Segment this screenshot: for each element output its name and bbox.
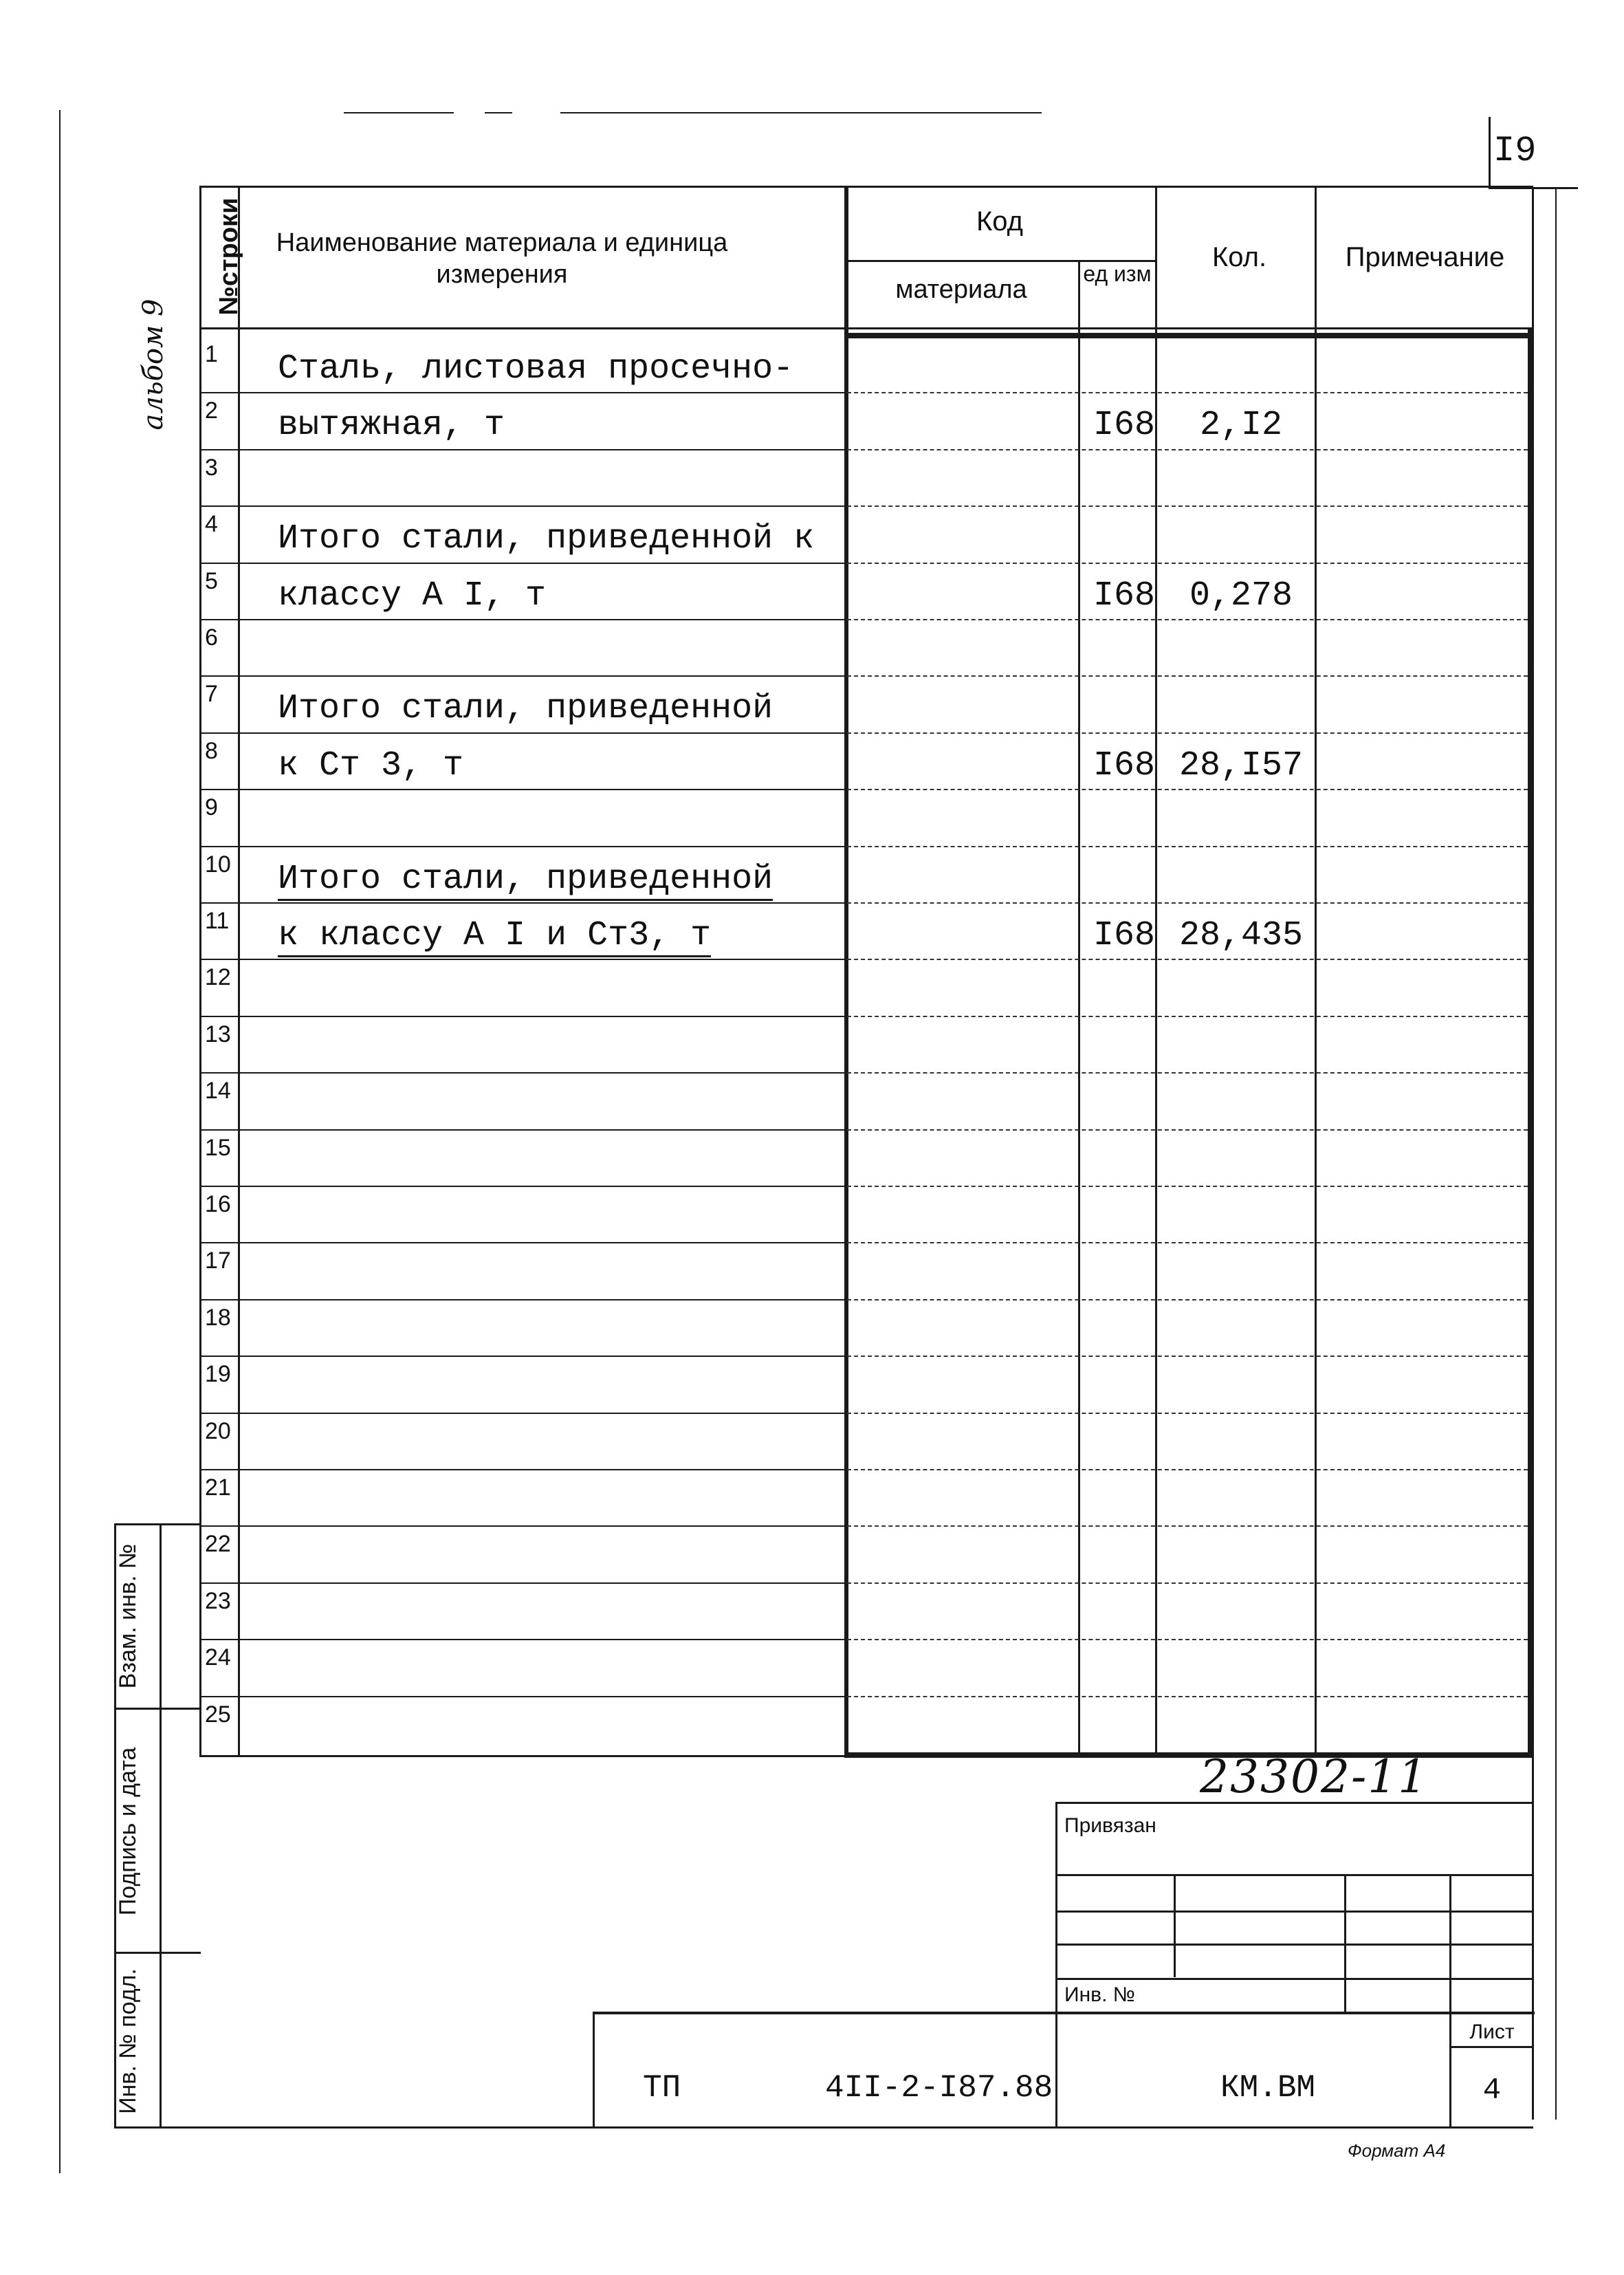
table-row [0,563,1624,619]
header-unit: ед изм [1083,261,1152,286]
title-doc-number: 4II-2-I87.88 [825,2070,1053,2106]
row-number: 17 [205,1248,231,1274]
row-number: 4 [205,511,218,538]
row-material-name: Сталь, листовая просечно- [278,349,794,389]
row-material-name: Итого стали, приведенной [278,860,773,901]
page-number: I9 [1493,131,1537,171]
table-row [0,1016,1624,1072]
table-row [0,392,1624,448]
row-number: 15 [205,1134,231,1161]
row-unit-code: I68 [1093,406,1155,446]
row-number: 11 [205,908,230,934]
table-row [0,1072,1624,1129]
table-row [0,1299,1624,1356]
row-number: 24 [205,1644,231,1671]
table-row [0,1582,1624,1639]
row-number: 19 [205,1361,231,1388]
row-number: 14 [205,1078,231,1104]
table-row [0,1242,1624,1298]
header-qty: Кол. [1211,242,1267,272]
row-material-name: к классу А I и Ст3, т [278,916,711,957]
table-row [0,1356,1624,1412]
row-number: 21 [205,1474,231,1501]
row-number: 2 [205,398,218,424]
header-name: Наименование материала и единица измерения [276,228,728,289]
row-material-name: Итого стали, приведенной [278,689,773,729]
title-series: ТП [643,2070,681,2106]
table-row [0,619,1624,675]
table-row [0,336,1624,392]
table-row [0,505,1624,562]
row-number: 3 [205,454,218,481]
row-number: 12 [205,964,231,991]
title-doc-code: КМ.ВМ [1220,2070,1316,2106]
row-number: 22 [205,1531,231,1558]
row-number: 9 [205,794,218,821]
row-material-name: к Ст 3, т [278,745,464,785]
side-stamp-orig-inv: Инв. № подл. [115,1968,141,2114]
row-number: 25 [205,1701,231,1728]
table-row [0,789,1624,845]
row-number: 6 [205,624,218,651]
row-number: 20 [205,1417,231,1444]
table-row [0,1696,1624,1752]
table-row [0,959,1624,1015]
table-row [0,1639,1624,1695]
table-row [0,732,1624,789]
row-material-name: вытяжная, т [278,406,505,446]
table-row [0,846,1624,902]
row-quantity: 28,I57 [1178,745,1304,785]
handwritten-side-note: альбом 9 [138,298,169,431]
row-unit-code: I68 [1093,916,1155,955]
row-number: 8 [205,737,218,764]
table-row [0,1469,1624,1525]
row-material-name: классу А I, т [278,576,547,616]
bind-inv-label: Инв. № [1064,1983,1135,2006]
table-row [0,1129,1624,1186]
side-stamp-replace-inv: Взам. инв. № [115,1543,141,1689]
handwritten-binding-number: 23302-11 [1200,1750,1429,1803]
table-row [0,675,1624,732]
row-unit-code: I68 [1093,745,1155,785]
row-unit-code: I68 [1093,576,1155,616]
row-number: 18 [205,1304,231,1331]
row-material-name: Итого стали, приведенной к [278,519,815,559]
table-row [0,1413,1624,1469]
row-number: 13 [205,1021,231,1047]
header-code: Код [976,206,1023,237]
table-row [0,902,1624,959]
row-number: 23 [205,1587,231,1614]
header-row-no: №строки [215,197,243,316]
row-number: 7 [205,681,218,708]
table-row [0,1525,1624,1582]
title-sheet-label: Лист [1469,2021,1515,2043]
header-note: Примечание [1345,242,1505,272]
header-material: материала [895,275,1027,304]
bind-attached-label: Привязан [1064,1814,1156,1837]
row-number: 5 [205,567,218,594]
table-row [0,1186,1624,1242]
row-quantity: 2,I2 [1199,406,1283,446]
row-quantity: 0,278 [1189,576,1293,616]
row-number: 16 [205,1191,231,1217]
row-number: 10 [205,851,231,878]
table-row [0,449,1624,505]
row-quantity: 28,435 [1178,916,1304,955]
format-label: Формат А4 [1348,2140,1446,2161]
side-stamp-sign-date: Подпись и дата [115,1747,141,1916]
row-number: 1 [205,341,218,367]
title-sheet-number: 4 [1482,2073,1502,2108]
